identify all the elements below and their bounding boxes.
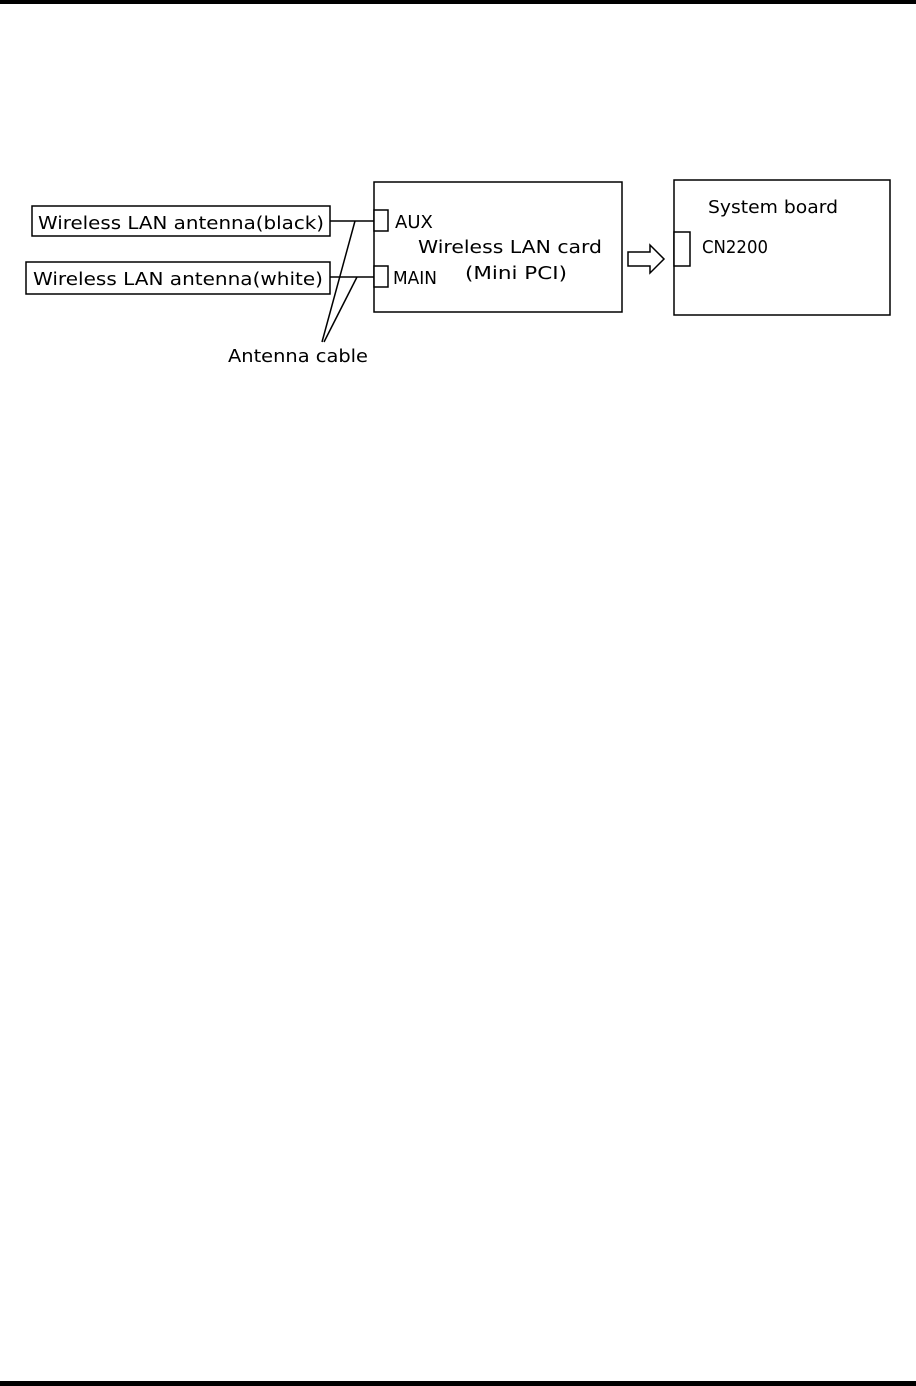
antenna-white-label: [26, 262, 330, 294]
cn2200-connector: [674, 232, 690, 266]
aux-port-label: AUX: [395, 212, 433, 233]
arrow-right-icon: [628, 245, 664, 273]
antenna-black-label: [32, 206, 330, 236]
wlan-card-title: Wireless LAN card: [418, 237, 602, 258]
cn2200-label: CN2200: [702, 237, 768, 258]
wlan-card-subtitle: (Mini PCI): [465, 263, 567, 284]
main-port-label: MAIN: [393, 268, 437, 289]
antenna-black-text: Wireless LAN antenna(black): [38, 213, 324, 234]
antenna-cable-leaders: [322, 221, 357, 342]
system-board-title: System board: [708, 197, 838, 218]
aux-port: [374, 210, 388, 231]
wireless-lan-card: [374, 182, 622, 312]
main-port: [374, 266, 388, 287]
antenna-cable-label: Antenna cable: [228, 346, 368, 367]
system-board: [674, 180, 890, 315]
antenna-white-text: Wireless LAN antenna(white): [33, 269, 323, 290]
